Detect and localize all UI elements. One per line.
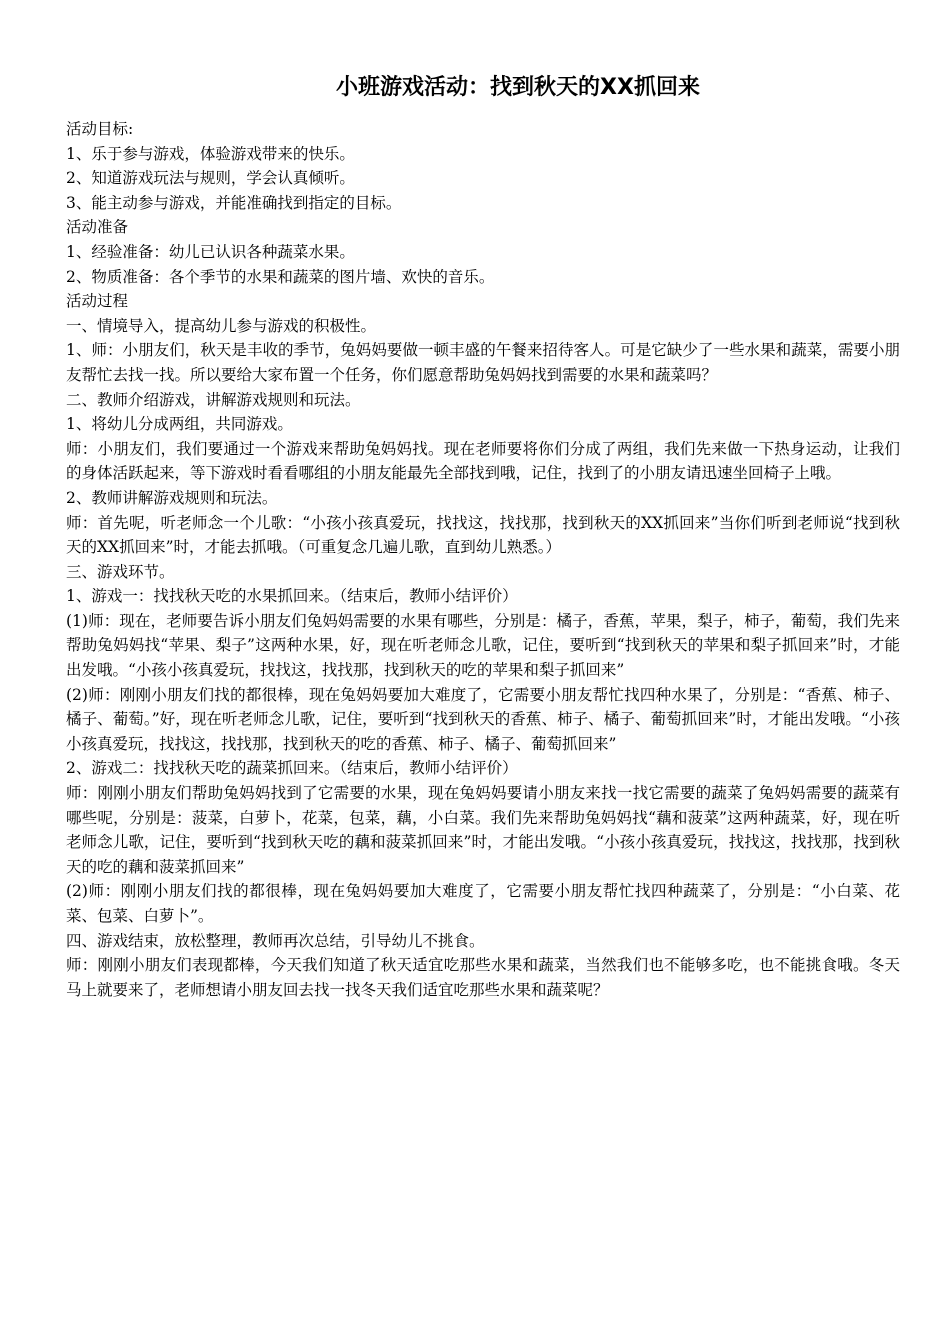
paragraph: (2)师：刚刚小朋友们找的都很棒，现在兔妈妈要加大难度了，它需要小朋友帮忙找四种蔬菜了，分别是：“小白菜、花菜、包菜、白萝卜”。 [66,882,900,925]
paragraph: 一、情境导入，提高幼儿参与游戏的积极性。 [66,316,377,335]
paragraph: 师：首先呢，听老师念一个儿歌：“小孩小孩真爱玩，找找这，找找那，找到秋天的XX抓回来”当你们听到老师说“找到秋天的XX抓回来”时，才能去抓哦。（可重复念几遍儿歌，直到幼儿熟悉。） [66,513,900,557]
document-title: 小班游戏活动：找到秋天的XX抓回来 [336,75,700,100]
paragraph: 1、经验准备：幼儿已认识各种蔬菜水果。 [66,242,355,261]
paragraph: 2、知道游戏玩法与规则，学会认真倾听。 [66,169,355,188]
paragraph: 活动目标: [66,120,134,138]
document-body [66,117,900,1002]
paragraph: 3、能主动参与游戏，并能准确找到指定的目标。 [66,193,402,212]
paragraph: 2、物质准备：各个季节的水果和蔬菜的图片墙、欢快的音乐。 [66,267,495,286]
paragraph: 活动过程 [66,292,129,311]
paragraph: (1)师：现在，老师要告诉小朋友们兔妈妈需要的水果有哪些，分别是：橘子，香蕉，苹果，梨子，柿子，葡萄，我们先来帮助兔妈妈找“苹果、梨子”这两种水果，好，现在听老师念儿歌，记住，要听到“找到秋天的苹果和梨子抓回来”时，才能出发哦。“小孩小孩真爱玩，找找这，找找那，找到秋天的吃的苹果和梨子抓回来” [66,611,900,680]
paragraph: 师：刚刚小朋友们表现都棒，今天我们知道了秋天适宜吃那些水果和蔬菜，当然我们也不能够多吃，也不能挑食哦。冬天马上就要来了，老师想请小朋友回去找一找冬天我们适宜吃那些水果和蔬菜呢？ [66,956,900,999]
paragraph: 活动准备 [66,218,129,237]
paragraph: 四、游戏结束，放松整理，教师再次总结，引导幼儿不挑食。 [66,931,485,950]
paragraph: 二、教师介绍游戏，讲解游戏规则和玩法。 [66,390,361,409]
paragraph: 1、游戏一：找找秋天吃的水果抓回来。（结束后，教师小结评价） [66,587,518,606]
paragraph: 三、游戏环节。 [66,562,175,581]
paragraph: 师：小朋友们，我们要通过一个游戏来帮助兔妈妈找。现在老师要将你们分成了两组，我们先来做一下热身运动，让我们的身体活跃起来，等下游戏时看看哪组的小朋友能最先全部找到哦，记住，找到了的小朋友请迅速坐回椅子上哦。 [66,439,900,483]
paragraph: 1、乐于参与游戏，体验游戏带来的快乐。 [66,144,355,163]
paragraph: 师：刚刚小朋友们帮助兔妈妈找到了它需要的水果，现在兔妈妈要请小朋友来找一找它需要的蔬菜了兔妈妈需要的蔬菜有哪些呢，分别是：菠菜，白萝卜，花菜，包菜，藕，小白菜。我们先来帮助兔妈妈找“藕和菠菜”这两种蔬菜，好，现在听老师念儿歌，记住，要听到“找到秋天吃的藕和菠菜抓回来”时，才能出发哦。“小孩小孩真爱玩，找找这，找找那，找到秋天的吃的藕和菠菜抓回来” [66,784,900,876]
paragraph: 1、师：小朋友们，秋天是丰收的季节，兔妈妈要做一顿丰盛的午餐来招待客人。可是它缺少了一些水果和蔬菜，需要小朋友帮忙去找一找。所以要给大家布置一个任务，你们愿意帮助兔妈妈找到需要的水果和蔬菜吗？ [66,341,900,384]
paragraph: 2、教师讲解游戏规则和玩法。 [66,488,278,507]
paragraph: 2、游戏二：找找秋天吃的蔬菜抓回来。（结束后，教师小结评价） [66,759,518,778]
paragraph: (2)师：刚刚小朋友们找的都很棒，现在兔妈妈要加大难度了，它需要小朋友帮忙找四种水果了，分别是：“香蕉、柿子、橘子、葡萄。”好，现在听老师念儿歌，记住，要听到“找到秋天的香蕉、柿子、橘子、葡萄抓回来”时，才能出发哦。“小孩小孩真爱玩，找找这，找找那，找到秋天的吃的香蕉、柿子、橘子、葡萄抓回来” [66,685,900,753]
paragraph: 1、将幼儿分成两组，共同游戏。 [66,415,293,434]
